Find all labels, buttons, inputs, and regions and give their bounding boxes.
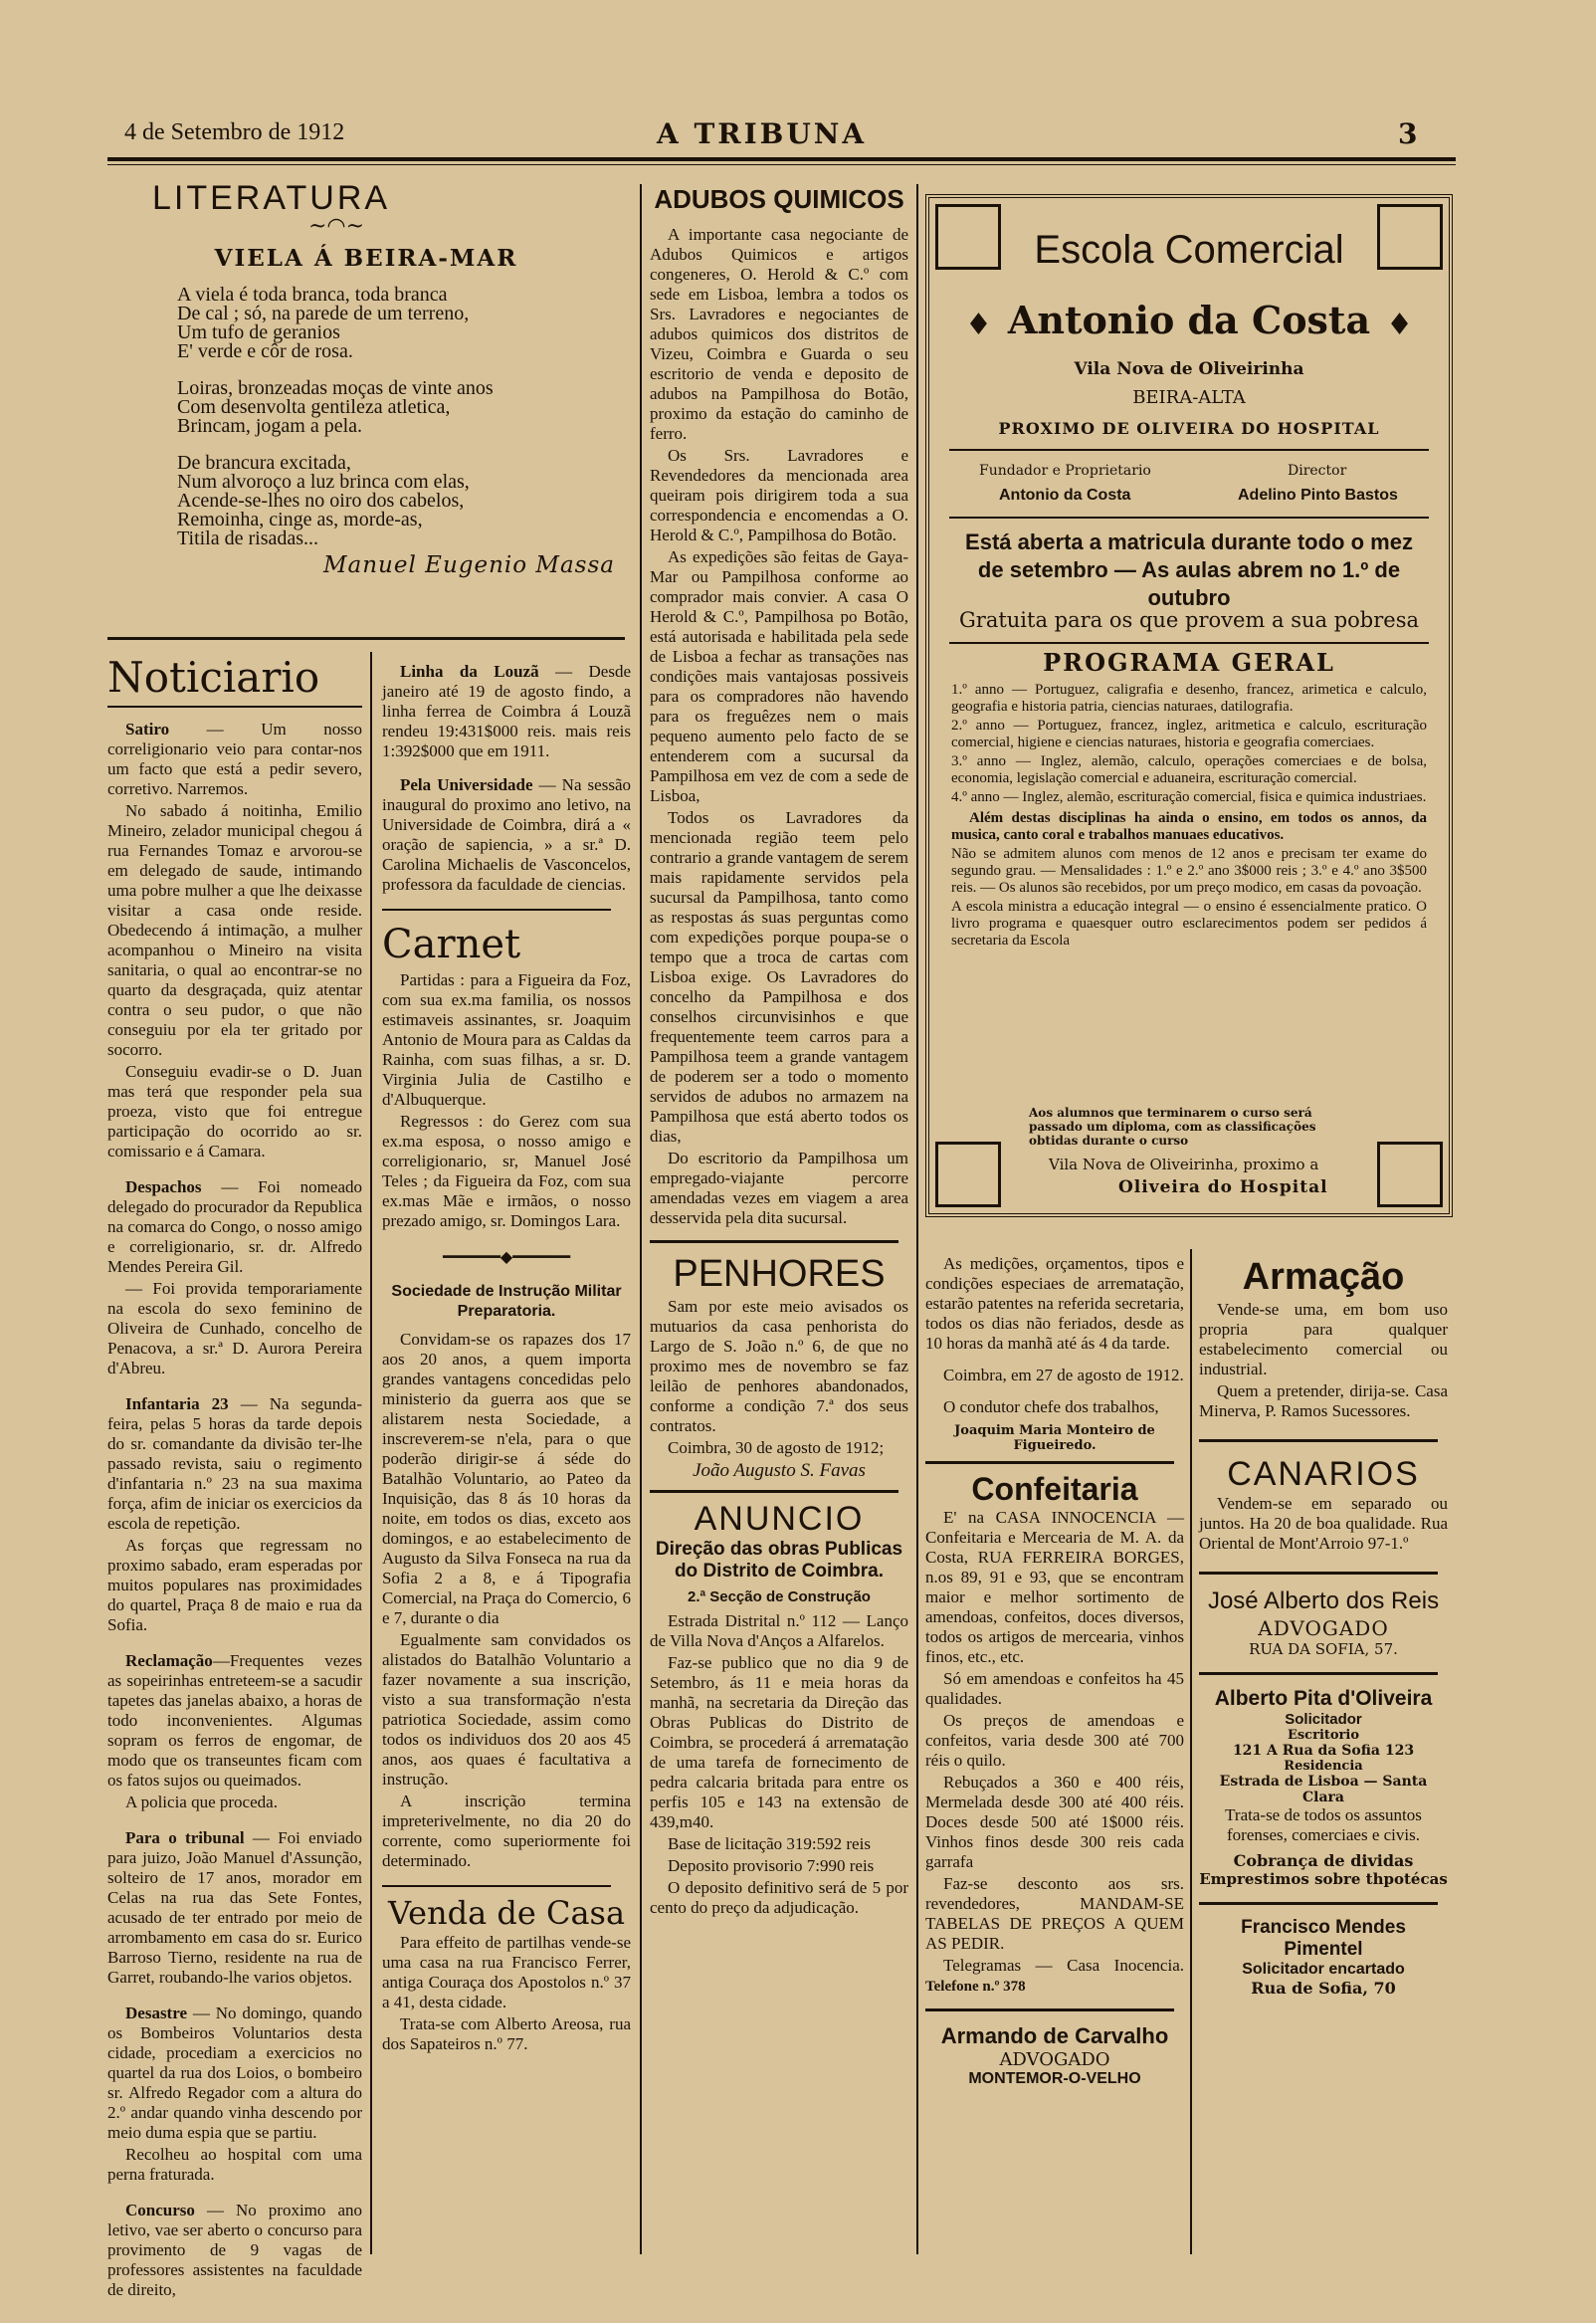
news-item: As forças que regressam no proximo sabado, eram esperadas por muitos populares nas proximidades do quartel, Praça 8 de maio e rua da Sofia. [107,1536,362,1634]
masthead-rule [107,157,1456,161]
confeitaria-telegram: Telegramas — Casa Inocencia. Telefone n.º 378 [925,1956,1184,1995]
news-item: A policia que proceda. [125,1793,278,1811]
fundador-label: Fundador e Proprietario [979,463,1151,479]
confeitaria-para: E' na CASA INNOCENCIA — Confeitaria e Mercearia de M. A. da Costa, RUA FERREIRA BORGES, n.os 89, 91 e 93, que se encontram maior e melhor sortimento de amendoas, confeitos, doces diversos, todos os artigos de mercearia, vinhos finos, etc., etc. [925,1508,1184,1666]
title-rule [107,706,362,708]
medicoes-para: O condutor chefe dos trabalhos, [943,1397,1159,1416]
column-divider [916,184,918,2254]
escola-place: Vila Nova de Oliveirinha [1074,359,1304,379]
programa-ano: 2.º anno — Portuguez, francez, inglez, aritmetica e calculo, escrituração comercial, higiene e ciencias naturaes, historia e geografia comerciaes. [951,718,1427,750]
venda-title: Venda de Casa [387,1894,626,1932]
news-item: No sabado á noitinha, Emilio Mineiro, zelador municipal chegou á rua Fernandes Tomaz e arvorou-se em delegado de saude, intimando uma pobre mulher a que lhe deixasse visitar a casa onde reside. Obedecendo á intimação, a mulher acompanhou o Mineiro na visita sanitaria, o qual ao encontrar-se no quarto da desgraçada, quiz atentar contra o seu pudor, o que não conseguiu por ela ter gritado por socorro. [107,801,362,1059]
confeitaria-para: Faz-se desconto aos srs. revendedores, MANDAM-SE TABELAS DE PREÇOS A QUEM AS PEDIR. [925,1874,1184,1953]
escola-location: PROXIMO DE OLIVEIRA DO HOSPITAL [998,419,1380,438]
pimentel-role: Solicitador encartado [1242,1961,1405,1978]
escola-footer-town: Oliveira do Hospital [1118,1177,1328,1197]
armando-role: ADVOGADO [999,2049,1110,2070]
column-divider [370,652,372,2254]
escola-ad [925,194,1453,1217]
adubos-para: Do escritorio da Pampilhosa um empregado-viajante percorre amendadas vezes em viagem a area desservida pela dita sucursal. [650,1149,908,1227]
director-name: Adelino Pinto Bastos [1238,487,1398,504]
venda-para: Para effeito de partilhas vende-se uma casa na rua Francisco Ferrer, antiga Couraça dos Apostolos n.º 37 a 41, desta cidade. [382,1933,631,2011]
pita-office: 121 A Rua da Sofia 123 [1232,1743,1415,1759]
diploma-note: Aos alumnos que terminarem o curso será passado um diploma, com as classificações obtidas durante o curso [1029,1106,1316,1148]
carnet-title: Carnet [382,922,521,967]
armacao-title: Armação [1242,1256,1405,1298]
armando-name: Armando de Carvalho [940,2023,1169,2048]
anuncio-section: 2.ª Secção de Construção [688,1588,871,1605]
news-item: Linha da Louzã — Desde janeiro até 19 de agosto findo, a linha ferrea de Coimbra á Louzã rendeu 19:431$000 reis. mais reis 1:392$000 que em 1911. [382,662,631,760]
confeitaria-para: Os preços de amendoas e confeitos, varia desde 300 até 700 réis o quilo. [925,1711,1184,1770]
ornament-rule: ━━━━━━◆━━━━━━ [443,1247,570,1266]
masthead-rule-thin [107,164,1456,165]
pita-office-label: Escritorio [1287,1728,1360,1743]
matricula-notice: Está aberta a matricula durante todo o mez de setembro — As aulas abrem no 1.º de outubro [965,529,1413,610]
pita-cobranca: Cobrança de dividas [1233,1851,1414,1870]
noticiario-column [107,652,362,2299]
sociedade-para: Convidam-se os rapazes dos 17 aos 20 anos, a quem importa grandes vantagens concedidas pelo ministerio da guerra aos que se alistarem nesta Sociedade, a inscreverem-se n'ela, para o que poderão dirigir-se á séde do Batalhão Voluntario, ao Pateo da Inquisição, das 8 ás 10 horas da noite, em todos os dias, exceto aos domingos, e ao estabelecimento de Augusto da Silva Fonseca na rua da Sofia 2 a 8, e á Tipografia Comercial, na Praça do Comercio, 6 e 7, durante o dia [382,1330,631,1627]
column-five [1199,1254,1448,2249]
section-rule [1199,1672,1438,1675]
carnet-para: Partidas : para a Figueira da Foz, com sua ex.ma familia, os nossos estimaveis assinantes, sr. Joaquim Antonio de Moura para as Caldas da Rainha, com suas filhas, a sr. D. Virginia Julia de Castilho e d'Albuquerque. [382,970,631,1109]
pimentel-name: Francisco Mendes Pimentel [1241,1917,1406,1960]
column-four [925,1254,1184,2249]
pita-residence-label: Residencia [1284,1759,1363,1774]
news-item: Reclamação—Frequentes vezes as sopeirinhas entreteem-se a sacudir tapetes das janelas abaixo, a horas de todo inconvenientes. Algumas sopram os ferros de engomar, de modo que os transeuntes ficam com os fatos sujos ou queimados. [107,1651,362,1790]
poem-stanza: A viela é toda branca, toda branca De cal ; só, na parede de um terreno, Um tufo de geranios E' verde e côr de rosa. [177,284,470,362]
news-item: Concurso — No proximo ano letivo, vae ser aberto o concurso para provimento de 9 vagas de professores assistentes na faculdade de direito, [107,2201,362,2299]
anuncio-subtitle: Direção das obras Publicas do Distrito de Coimbra. [655,1539,903,1582]
confeitaria-para: Rebuçados a 360 e 400 réis, Mermelada desde 300 até 400 réis. Doces desde 500 até 1$000 réis. Vinhos finos desde 300 reis cada garrafa [925,1773,1184,1871]
pita-name: Alberto Pita d'Oliveira [1214,1687,1433,1710]
anuncio-para: O deposito definitivo será de 5 por cento do preço da adjudicação. [650,1878,908,1917]
medicoes-para: As medições, orçamentos, tipos e condições especiaes de arrematação, estarão patentes na referida secretaria, todos os dias não feriados, desde as 10 horas da manhã até ás 4 da tarde. [925,1254,1184,1353]
anuncio-para: Base de licitação 319:592 reis [668,1834,871,1853]
section-rule [1199,1439,1438,1442]
box-rule [949,642,1429,644]
poem-stanza: De brancura excitada, Num alvoroço a luz brinca com elas, Acende-se-lhes no oiro dos cabelos, Remoinha, cinge as, morde-as, Titila de risadas... [177,452,470,549]
section-rule [1199,1902,1438,1905]
news-item: — Foi provida temporariamente na escola do sexo feminino de Oliveira de Cunhado, concelho de Penacova, a sr.ª D. Aurora Pereira d'Abreu. [107,1279,362,1377]
reis-address: RUA DA SOFIA, 57. [1249,1640,1398,1658]
disciplinas-note: Além destas disciplinas ha ainda o ensino, em todos os annos, da musica, canto coral e trabalhos manuaes educativos. [951,810,1427,843]
literatura-heading: LITERATURA [152,179,391,217]
condutor-name: Joaquim Maria Monteiro de Figueiredo. [954,1423,1155,1453]
penhores-para: Sam por este meio avisados os mutuarios da casa penhorista do Largo de S. João n.º 6, de que no proximo mes de novembro se faz leilão de penhores abandonados, conforme a condição 7.ª dos seus contratos. [650,1297,908,1435]
penhores-para: Coimbra, 30 de agosto de 1912; [668,1438,885,1457]
escola-footer-place: Vila Nova de Oliveirinha, proximo a [1049,1156,1319,1173]
section-rule [925,2008,1174,2011]
anuncio-para: Deposito provisorio 7:990 reis [668,1856,875,1875]
sociedade-para: Egualmente sam convidados os alistados do Batalhão Voluntario a fazer novamente a sua inscrição, visto a sua transformação n'esta patriotica Sociedade, assim como todos os individuos dos 20 aos 45 anos, aos quaes é facultativa a instrução. [382,1630,631,1789]
ornament-icon: ~◠~ [307,214,365,239]
confeitaria-title: Confeitaria [971,1471,1138,1507]
section-rule [382,909,611,911]
issue-date: 4 de Setembro de 1912 [124,119,345,145]
escola-founder-name: Antonio da Costa [1007,298,1371,342]
literatura-section [107,179,625,627]
poem-author: Manuel Eugenio Massa [322,552,615,578]
news-item: Para o tribunal — Foi enviado para juizo, João Manuel d'Assunção, solteiro de 17 anos, morador em Celas na rua das Sete Fontes, acusado de ter entrado por meio de arrombamento em casa do sr. Eurico Barroso Tierno, residente na rua de Garret, roubando-lhe varios objetos. [107,1828,362,1987]
column-three [650,184,908,2249]
confeitaria-para: Só em amendoas e confeitos ha 45 qualidades. [925,1669,1184,1708]
greek-key-ornament [1377,1142,1443,1207]
section-rule [650,1240,898,1243]
programa-title: PROGRAMA GERAL [1043,648,1335,677]
gratuita-notice: Gratuita para os que provem a sua pobresa [959,608,1419,632]
reis-role: ADVOGADO [1258,1616,1389,1640]
news-item: Desastre — No domingo, quando os Bombeiros Voluntarios desta cidade, procediam a exercicios no quartel da rua dos Loios, o bombeiro sr. Alfredo Regador com a altura do 2.º andar quando vinha descendo por meio duma espia que se partiu. [107,2004,362,2142]
anuncio-title: ANUNCIO [694,1500,865,1538]
column-divider [1190,1249,1192,2254]
carnet-para: Regressos : do Gerez com sua ex.ma esposa, o nosso amigo e correligionario, sr, Manuel José Teles ; da Figueira da Foz, com sua ex.mas Mãe e irmãos, o nosso prezado amigo, sr. Domingos Lara. [382,1112,631,1230]
medicoes-para: Coimbra, em 27 de agosto de 1912. [943,1366,1184,1384]
penhores-title: PENHORES [673,1253,886,1295]
section-rule [382,1885,611,1887]
page-number: 3 [1398,117,1418,150]
section-rule [107,637,625,640]
news-item: Infantaria 23 — Na segunda-feira, pelas 5 horas da tarde depois do sr. comandante da divisão ter-lhe passado revista, saiu o regimento d'infantaria n.º 23 na sua maxima força, afim de iniciar os exercicios da escola de repetição. [107,1394,362,1533]
greek-key-ornament [935,1142,1001,1207]
noticiario-title: Noticiario [107,653,320,702]
pita-role: Solicitador [1285,1711,1362,1728]
fundador-name: Antonio da Costa [999,487,1131,504]
poem-title: VIELA Á BEIRA-MAR [214,245,518,272]
adubos-para: A importante casa negociante de Adubos Quimicos e artigos congeneres, O. Herold & C.º com sede em Lisboa, lembra a todos os Srs. Lavradores e negociantes de adubos quimicos dos distritos de Vizeu, Coimbra e Guarda o seu escritorio de venda e deposito de adubos na Pampilhosa do Botão, proximo da estação do caminho de ferro. [650,225,908,443]
integral-note: A escola ministra a educação integral — o ensino é essencialmente pratico. O livro programa e quaesquer outro esclarecimentos podem ser pedidos á secretaria da Escola [951,899,1427,949]
news-item: Conseguiu evadir-se o D. Juan mas terá que responder pela sua proeza, visto que foi entregue participação do ocorrido ao sr. comissario e á Camara. [107,1062,362,1161]
reis-name: José Alberto dos Reis [1207,1587,1440,1614]
escola-region: BEIRA-ALTA [1132,387,1246,408]
adubos-title: ADUBOS QUIMICOS [654,184,904,214]
news-item: Pela Universidade — Na sessão inaugural do proximo ano letivo, na Universidade de Coimbra, dirá a « oração de sapiencia, » a sr.ª D. Carolina Michaelis de Vasconcelos, professora da faculdade de ciencias. [382,775,631,894]
escola-name: Escola Comercial [1034,228,1344,272]
section-rule [650,1490,898,1493]
canarios-title: CANARIOS [1227,1455,1420,1493]
director-label: Director [1288,463,1347,479]
admissao-note: Não se admitem alunos com menos de 12 anos e precisam ter exame do segundo grau. — Mensalidades : 1.º e 2.º ano 3$000 reis ; 3.º e 4.º ano 3$500 reis. — Os alunos são recebidos, por um preço modico, em casas da povoação. [951,846,1427,896]
news-item: Despachos — Foi nomeado delegado do procurador da Republica na comarca do Congo, o nosso amigo e correligionario, sr. dr. Alfredo Mendes Pereira Gil. [107,1177,362,1276]
pimentel-address: Rua de Sofia, 70 [1251,1979,1396,1998]
armando-place: MONTEMOR-O-VELHO [968,2070,1141,2087]
adubos-para: As expedições são feitas de Gaya-Mar ou Pampilhosa conforme ao comprador mais convier. A casa O Herold & C.º, Pampilhosa po Botão, está autorisada e habilitada pela sede de Lisboa a fechar as transações nas condições mais vantajosas possiveis para os compradores não havendo para os freguêzes nem o mais pequeno aumento pelo facto de se entenderem com a sucursal da Pampilhosa em vez de com a sede de Lisboa, [650,547,908,805]
adubos-para: Os Srs. Lavradores e Revendedores da mencionada area queiram pois dirigirem toda a sua correspondencia e encomendas a O. Herold & C.º, Pampilhosa do Botão. [650,446,908,544]
pita-emprestimos: Emprestimos sobre thpotécas [1199,1870,1448,1888]
noticiario-body [107,720,362,2300]
column-two [382,662,631,2244]
anuncio-para: Faz-se publico que no dia 9 de Setembro, ás 11 e meia horas da manhã, na secretaria da Direção das Obras Publicas do Distrito de Coimbra, se procederá á arrematação de uma tarefa de fornecimento de pedra calcaria britada para entre os perfis 105 e 143 na extensão de 439,m40. [650,1653,908,1831]
box-rule [949,517,1429,519]
anuncio-para: Estrada Distrital n.º 112 — Lanço de Villa Nova d'Anços a Alfarelos. [650,1611,908,1650]
pita-residence: Estrada de Lisboa — Santa Clara [1219,1774,1428,1805]
news-item: Recolheu ao hospital com uma perna fraturada. [107,2145,362,2184]
tassel-icon: ♦ [1386,308,1413,342]
poem-stanza: Loiras, bronzeadas moças de vinte anos Com desenvolta gentileza atletica, Brincam, jogam a pela. [177,377,494,437]
adubos-para: Todos os Lavradores da mencionada região teem pelo contrario a grande vantagem de serem mais rapidamente servidos pela sucursal da Pampilhosa, tanto como as respostas ás suas perguntas como com expedições porque poupa-se o tempo que a troca de cartas com Lisboa exige. Os Lavradores do concelho da Pampilhosa e dos conselhos circunvisinhos e que frequentemente teem carros para a Pampilhosa teem a grande vantagem de poderem ser a todo o momento servidos de adubos no armazem na Pampilhosa que está aberto todos os dias, [650,808,908,1146]
column-divider [640,184,642,2254]
armacao-para: Quem a pretender, dirija-se. Casa Minerva, P. Ramos Sucessores. [1199,1381,1448,1420]
programa-ano: 3.º anno — Inglez, alemão, calculo, operações comerciaes e de bolsa, economia, legislação comercial e aduaneira, escrituração comercial. [951,753,1427,786]
canarios-para: Vendem-se em separado ou juntos. Ha 20 de boa qualidade. Rua Oriental de Mont'Arroio 97-1.º [1199,1494,1448,1553]
sociedade-title: Sociedade de Instrução Militar Preparatoria. [391,1283,622,1320]
news-item: Satiro — Um nosso correligionario veio para contar-nos um facto que está a pedir severo, corretivo. Narremos. [107,720,362,798]
programa-ano: 1.º anno — Portuguez, caligrafia e desenho, francez, arimetica e calculo, geografia e historia patria, ciencias naturaes, datilografia. [951,682,1427,715]
sociedade-para: A inscrição termina impreterivelmente, no dia 20 do corrente, como superiormente foi determinado. [382,1792,631,1870]
programa-ano: 4.º anno — Inglez, alemão, escrituração comercial, fisica e quimica industriaes. [951,789,1427,805]
pita-services: Trata-se de todos os assuntos forenses, comerciaes e civis. [1225,1805,1422,1844]
box-rule [949,449,1429,451]
penhores-signature: João Augusto S. Favas [693,1460,866,1481]
section-rule [925,1461,1174,1464]
section-rule [1199,1572,1438,1575]
tassel-icon: ♦ [965,308,992,342]
programa-list [951,682,1427,951]
armacao-para: Vende-se uma, em bom uso propria para qualquer estabelecimento comercial ou industrial. [1199,1300,1448,1378]
venda-para: Trata-se com Alberto Areosa, rua dos Sapateiros n.º 77. [382,2014,631,2053]
masthead-title: A TRIBUNA [657,117,868,150]
